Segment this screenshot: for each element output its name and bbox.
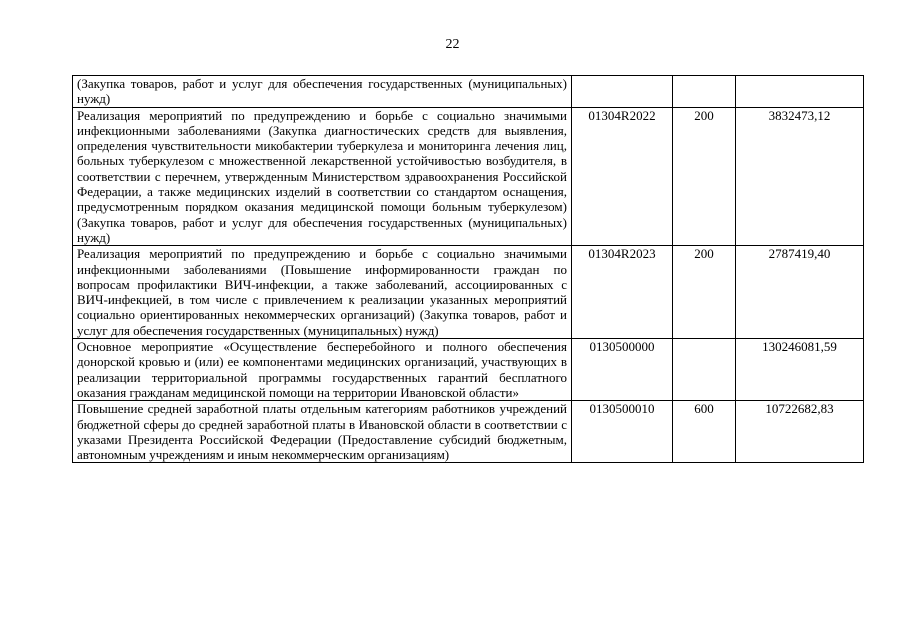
row-type-cell: 200: [673, 246, 736, 339]
row-type-cell: 200: [673, 107, 736, 246]
row-name-cell: (Закупка товаров, работ и услуг для обеспечения государственных (муниципальных) нужд): [73, 76, 572, 108]
table-row: [73, 401, 864, 463]
row-name-cell: Повышение средней заработной платы отдельным категориям работников учреждений бюджетной сферы до средней заработной платы в Ивановской области в соответствии с указами Президента Российской Федерации (Предоставление субсидий бюджетным, автономным учреждениям и иным некоммерческим организациям): [73, 401, 572, 463]
row-code-cell: 01304R2023: [572, 246, 673, 339]
row-name-cell: Основное мероприятие «Осуществление бесперебойного и полного обеспечения донорской кровью и (или) ее компонентами медицинских организаций, участвующих в реализации территориальной программы государственных гарантий бесплатного оказания гражданам медицинской помощи на территории Ивановской области»: [73, 339, 572, 401]
row-code-cell: 0130500000: [572, 339, 673, 401]
page-number: 22: [445, 37, 460, 52]
row-sum-cell: 3832473,12: [736, 107, 864, 246]
row-code-cell: [572, 76, 673, 108]
table-row: [73, 107, 864, 246]
table-row: [73, 339, 864, 401]
row-sum-cell: 10722682,83: [736, 401, 864, 463]
row-sum-cell: 2787419,40: [736, 246, 864, 339]
table-row: [73, 246, 864, 339]
row-name-cell: Реализация мероприятий по предупреждению и борьбе с социально значимыми инфекционными заболеваниями (Закупка диагностических средств для выявления, определения чувствительности микобактерии туберкулеза и мониторинга лечения лиц, больных туберкулезом с множественной лекарственной устойчивостью возбудителя, в соответствии с перечнем, утвержденным Министерством здравоохранения Российской Федерации, а также медицинских изделий в соответствии со стандартом оснащения, предусмотренным порядком оказания медицинской помощи больным туберкулезом) (Закупка товаров, работ и услуг для обеспечения государственных (муниципальных) нужд): [73, 107, 572, 246]
row-sum-cell: 130246081,59: [736, 339, 864, 401]
row-type-cell: [673, 339, 736, 401]
row-sum-cell: [736, 76, 864, 108]
table-row: [73, 76, 864, 108]
row-type-cell: [673, 76, 736, 108]
row-name-cell: Реализация мероприятий по предупреждению и борьбе с социально значимыми инфекционными заболеваниями (Повышение информированности граждан по вопросам профилактики ВИЧ-инфекции, а также заболеваний, ассоциированных с ВИЧ-инфекцией, в том числе с привлечением к реализации указанных мероприятий социально ориентированных некоммерческих организаций) (Закупка товаров, работ и услуг для обеспечения государственных (муниципальных) нужд): [73, 246, 572, 339]
row-type-cell: 600: [673, 401, 736, 463]
row-code-cell: 0130500010: [572, 401, 673, 463]
budget-table: [72, 75, 864, 463]
row-code-cell: 01304R2022: [572, 107, 673, 246]
